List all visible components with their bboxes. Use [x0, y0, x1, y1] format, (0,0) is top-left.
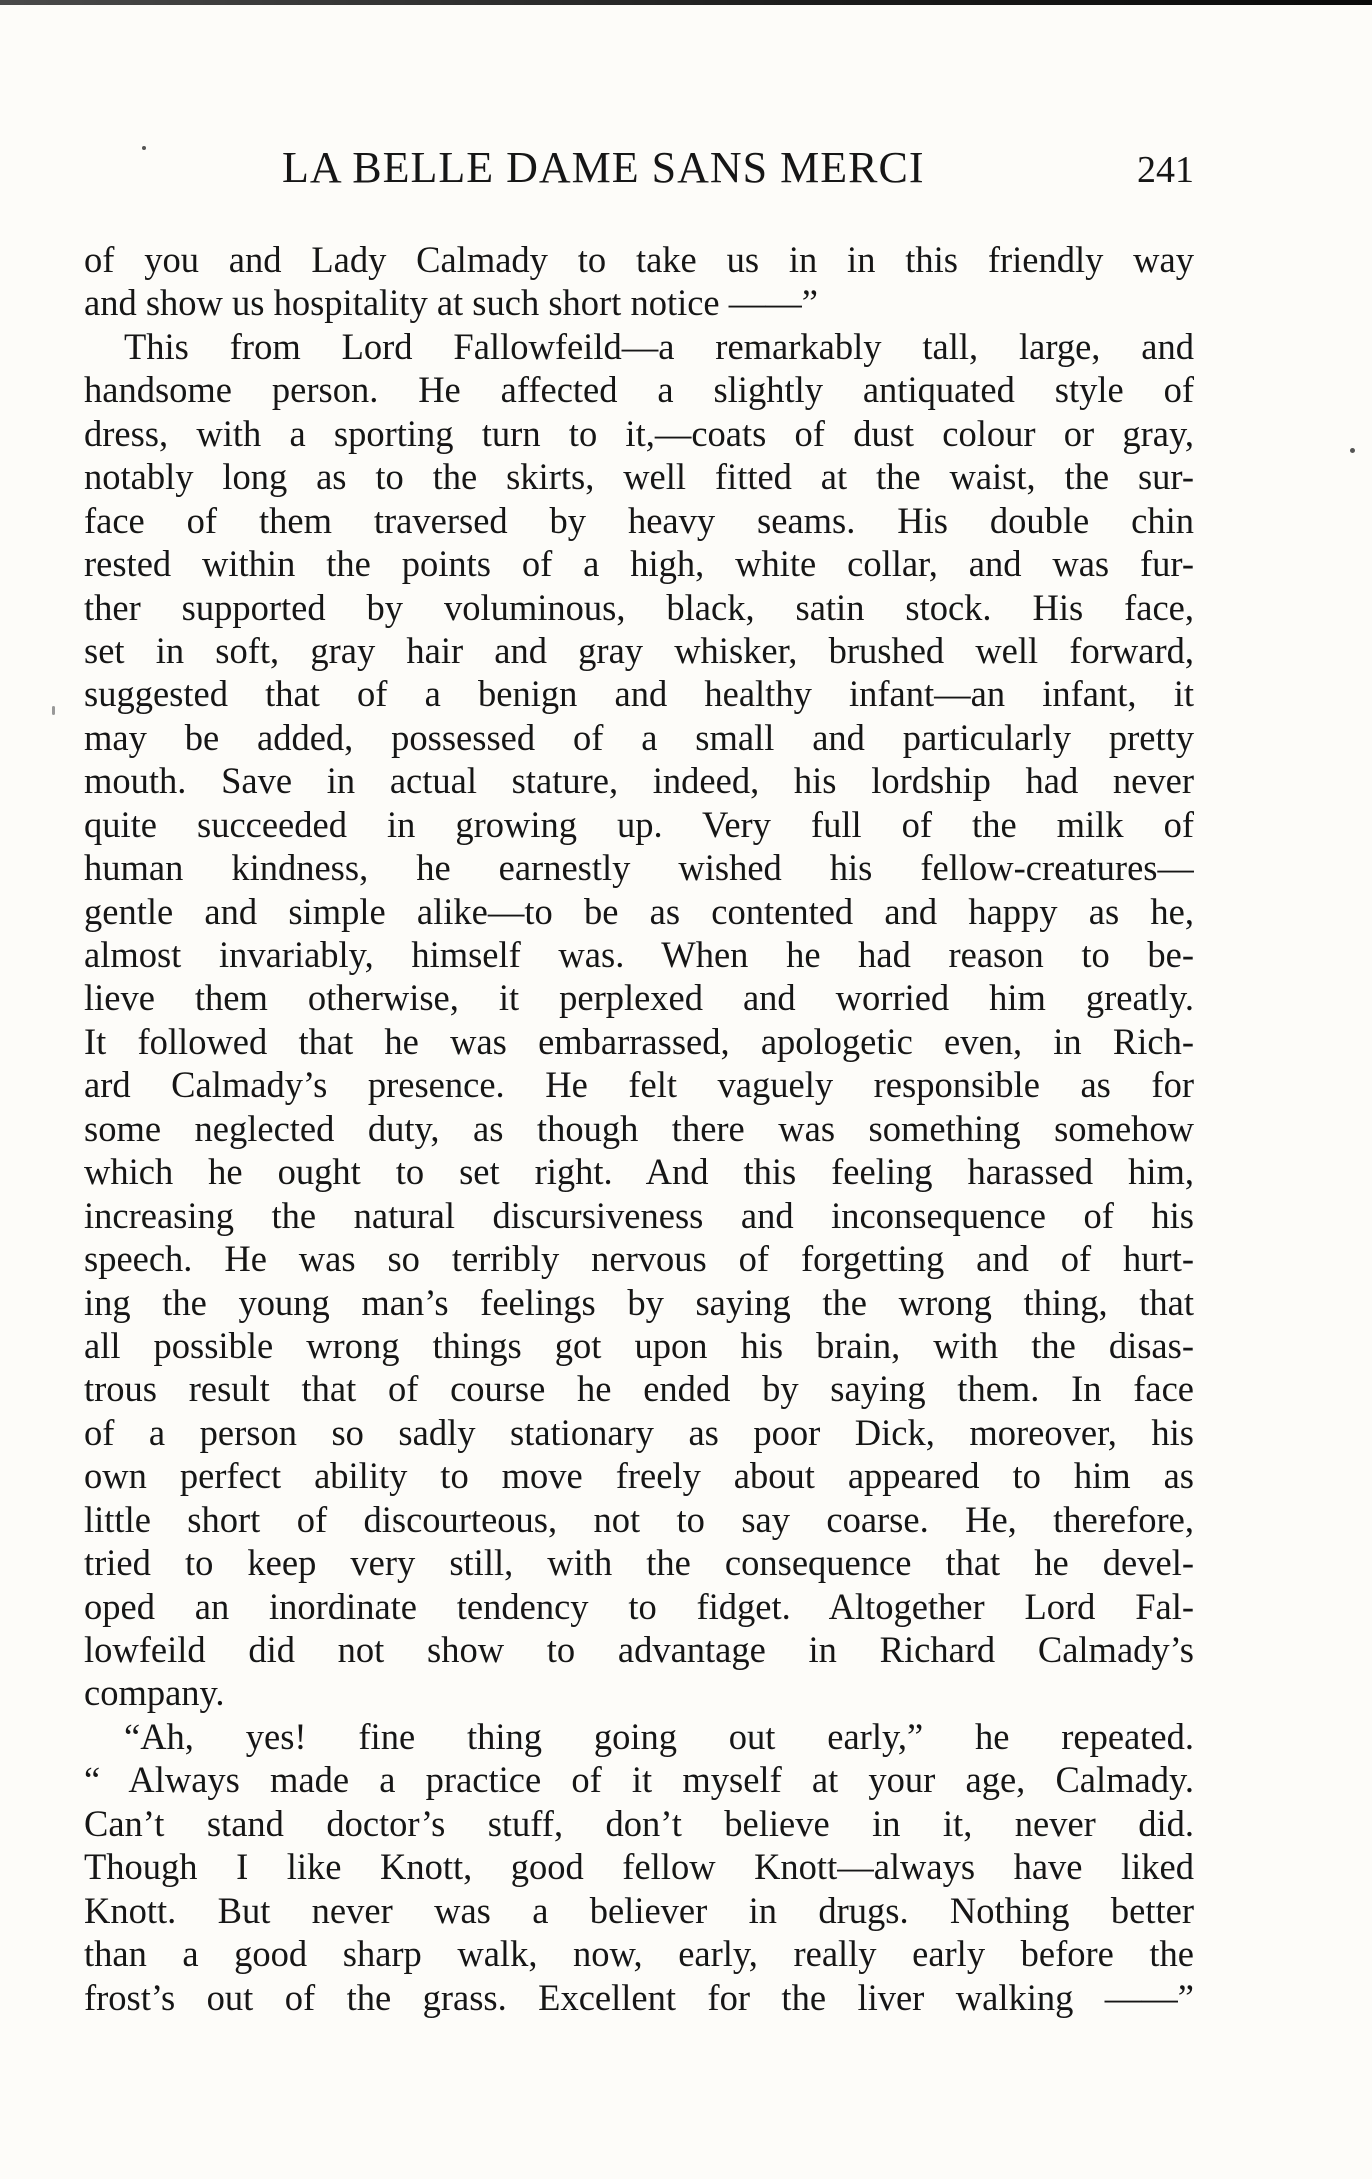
text-line: increasing the natural discursiveness and inconsequence of his — [84, 1194, 1194, 1236]
page-top-edge — [0, 0, 1372, 5]
text-line: and show us hospitality at such short notice ——” — [84, 282, 818, 324]
text-line: ing the young man’s feelings by saying the wrong thing, that — [84, 1281, 1194, 1323]
text-line: dress, with a sporting turn to it,—coats of dust colour or gray, — [84, 412, 1194, 454]
text-line: ther supported by voluminous, black, satin stock. His face, — [84, 586, 1194, 628]
text-line: may be added, possessed of a small and particularly pretty — [84, 716, 1194, 758]
text-line: of you and Lady Calmady to take us in in this friendly way — [84, 239, 1194, 280]
text-line: gentle and simple alike—to be as contented and happy as he, — [84, 890, 1194, 932]
text-line: It followed that he was embarrassed, apologetic even, in Rich- — [84, 1020, 1194, 1062]
text-line: “Ah, yes! fine thing going out early,” he repeated. — [124, 1715, 1194, 1757]
text-line: oped an inordinate tendency to fidget. Altogether Lord Fal- — [84, 1585, 1194, 1627]
text-line: Can’t stand doctor’s stuff, don’t believe in it, never did. — [84, 1802, 1194, 1844]
text-line: some neglected duty, as though there was something somehow — [84, 1107, 1194, 1149]
text-line: all possible wrong things got upon his brain, with the disas- — [84, 1324, 1194, 1366]
text-line: handsome person. He affected a slightly antiquated style of — [84, 369, 1194, 411]
text-line: Knott. But never was a believer in drugs. Nothing better — [84, 1889, 1194, 1931]
text-line: set in soft, gray hair and gray whisker, brushed well forward, — [84, 629, 1194, 671]
text-line: ard Calmady’s presence. He felt vaguely responsible as for — [84, 1064, 1194, 1106]
text-line: company. — [84, 1672, 225, 1714]
text-line: own perfect ability to move freely about appeared to him as — [84, 1455, 1194, 1497]
text-line: lowfeild did not show to advantage in Richard Calmady’s — [84, 1629, 1194, 1670]
text-line: frost’s out of the grass. Excellent for the liver walking ——” — [84, 1976, 1194, 2018]
text-line: lieve them otherwise, it perplexed and worried him greatly. — [84, 977, 1194, 1019]
text-line: than a good sharp walk, now, early, really early before the — [84, 1933, 1194, 1975]
text-line: face of them traversed by heavy seams. His double chin — [84, 499, 1194, 541]
text-line: “ Always made a practice of it myself at your age, Calmady. — [84, 1759, 1194, 1801]
text-line: speech. He was so terribly nervous of forgetting and of hurt- — [84, 1238, 1194, 1280]
text-line: which he ought to set right. And this feeling harassed him, — [84, 1151, 1194, 1193]
text-line: rested within the points of a high, white collar, and was fur- — [84, 543, 1194, 585]
page-number: 241 — [1137, 149, 1194, 191]
text-line: of a person so sadly stationary as poor Dick, moreover, his — [84, 1411, 1194, 1453]
text-line: Though I like Knott, good fellow Knott—always have liked — [84, 1846, 1194, 1888]
text-line: suggested that of a benign and healthy infant—an infant, it — [84, 673, 1194, 715]
paper-speck — [1350, 448, 1355, 453]
body-text — [84, 238, 1194, 2019]
paper-speck — [52, 706, 55, 715]
paper-speck — [142, 146, 146, 150]
text-line: notably long as to the skirts, well fitted at the waist, the sur- — [84, 456, 1194, 498]
text-line: trous result that of course he ended by saying them. In face — [84, 1368, 1194, 1410]
running-title: LA BELLE DAME SANS MERCI — [282, 143, 925, 192]
text-line: This from Lord Fallowfeild—a remarkably tall, large, and — [124, 325, 1194, 367]
text-line: little short of discourteous, not to say coarse. He, therefore, — [84, 1498, 1194, 1540]
text-line: quite succeeded in growing up. Very full of the milk of — [84, 803, 1194, 845]
text-line: almost invariably, himself was. When he had reason to be- — [84, 934, 1194, 975]
running-head — [84, 142, 1194, 198]
text-line: mouth. Save in actual stature, indeed, his lordship had never — [84, 760, 1194, 802]
text-line: tried to keep very still, with the consequence that he devel- — [84, 1542, 1194, 1584]
text-line: human kindness, he earnestly wished his fellow-creatures— — [84, 847, 1194, 889]
